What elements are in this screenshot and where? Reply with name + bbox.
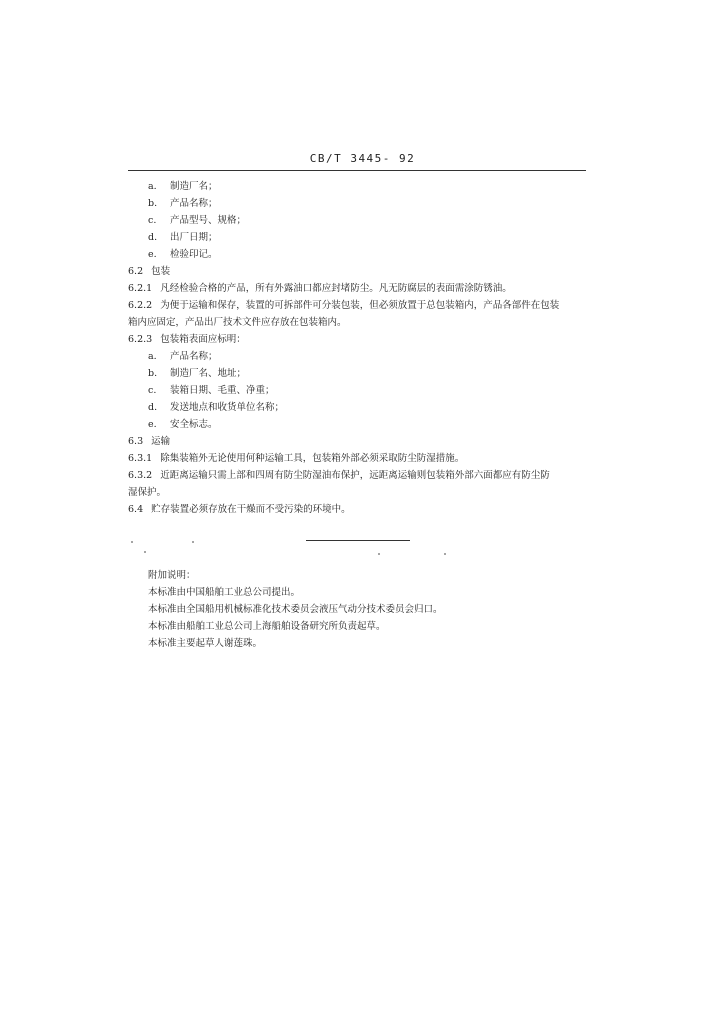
item-text: 发送地点和收货单位名称； <box>170 402 285 413</box>
section-heading <box>128 435 170 449</box>
list-item <box>148 367 246 381</box>
list-item <box>148 418 218 432</box>
list-item <box>148 231 218 245</box>
clause <box>128 333 246 347</box>
item-text: 装箱日期、毛重、净重； <box>170 385 275 396</box>
item-label: e. <box>148 419 157 430</box>
scan-speck <box>192 541 194 543</box>
clause-number: 6.3.2 <box>128 470 153 481</box>
item-text: 制造厂名、地址； <box>170 368 247 379</box>
clause <box>128 452 464 466</box>
list-item <box>148 350 218 364</box>
clause-text: 贮存装置必须存放在干燥而不受污染的环境中。 <box>151 504 351 515</box>
list-item <box>148 384 275 398</box>
item-label: a. <box>148 351 157 362</box>
scan-speck <box>144 551 146 553</box>
list-item <box>148 214 246 228</box>
item-text: 产品型号、规格； <box>170 215 247 226</box>
notes-line: 本标准由全国船用机械标准化技术委员会液压气动分技术委员会归口。 <box>148 604 443 615</box>
item-label: c. <box>148 215 157 226</box>
scan-speck <box>378 553 380 555</box>
notes-line: 本标准由船舶工业总公司上海船舶设备研究所负责起草。 <box>148 621 386 632</box>
clause <box>128 469 550 483</box>
clause-text: 为便于运输和保存，装置的可拆部件可分装包装，但必须放置于总包装箱内，产品各部件在包装 <box>160 300 560 311</box>
item-text: 产品名称； <box>170 198 218 209</box>
list-item <box>148 180 218 194</box>
scan-speck <box>131 541 133 543</box>
item-label: d. <box>148 232 158 243</box>
item-label: a. <box>148 181 157 192</box>
standard-code: CB/T 3445- 92 <box>309 152 416 165</box>
notes-line: 本标准主要起草人谢莲珠。 <box>148 638 263 649</box>
clause-text: 包装箱表面应标明： <box>160 334 246 345</box>
item-text: 制造厂名； <box>170 181 218 192</box>
clause-number: 6.2.2 <box>128 300 153 311</box>
list-item <box>148 401 284 415</box>
end-rule <box>306 540 410 541</box>
section-title: 运输 <box>151 436 171 447</box>
list-item <box>148 248 218 262</box>
clause-text: 近距离运输只需上部和四周有防尘防湿油布保护，远距离运输则包装箱外部六面都应有防尘防 <box>160 470 550 481</box>
clause-continuation: 湿保护。 <box>128 487 167 498</box>
clause-number: 6.2.3 <box>128 334 153 345</box>
item-label: d. <box>148 402 158 413</box>
clause-continuation: 箱内应固定，产品出厂技术文件应存放在包装箱内。 <box>128 317 347 328</box>
section-title: 包装 <box>151 266 171 277</box>
item-text: 安全标志。 <box>170 419 218 430</box>
clause <box>128 299 559 313</box>
item-text: 出厂日期； <box>170 232 218 243</box>
item-text: 检验印记。 <box>170 249 218 260</box>
clause-text: 除集装箱外无论使用何种运输工具，包装箱外部必须采取防尘防湿措施。 <box>160 453 465 464</box>
item-label: b. <box>148 368 158 379</box>
clause <box>128 503 351 517</box>
item-text: 产品名称； <box>170 351 218 362</box>
clause-number: 6.4 <box>128 504 144 515</box>
item-label: b. <box>148 198 158 209</box>
item-label: e. <box>148 249 157 260</box>
clause <box>128 282 512 296</box>
scan-speck <box>444 553 446 555</box>
item-label: c. <box>148 385 157 396</box>
clause-text: 凡经检验合格的产品，所有外露油口都应封堵防尘。凡无防腐层的表面需涂防锈油。 <box>160 283 512 294</box>
header-rule <box>128 170 586 171</box>
list-item <box>148 197 218 211</box>
section-heading <box>128 265 170 279</box>
notes-title: 附加说明： <box>148 570 196 581</box>
section-number: 6.3 <box>128 436 144 447</box>
clause-number: 6.2.1 <box>128 283 153 294</box>
notes-line: 本标准由中国船舶工业总公司提出。 <box>148 587 301 598</box>
clause-number: 6.3.1 <box>128 453 153 464</box>
section-number: 6.2 <box>128 266 144 277</box>
